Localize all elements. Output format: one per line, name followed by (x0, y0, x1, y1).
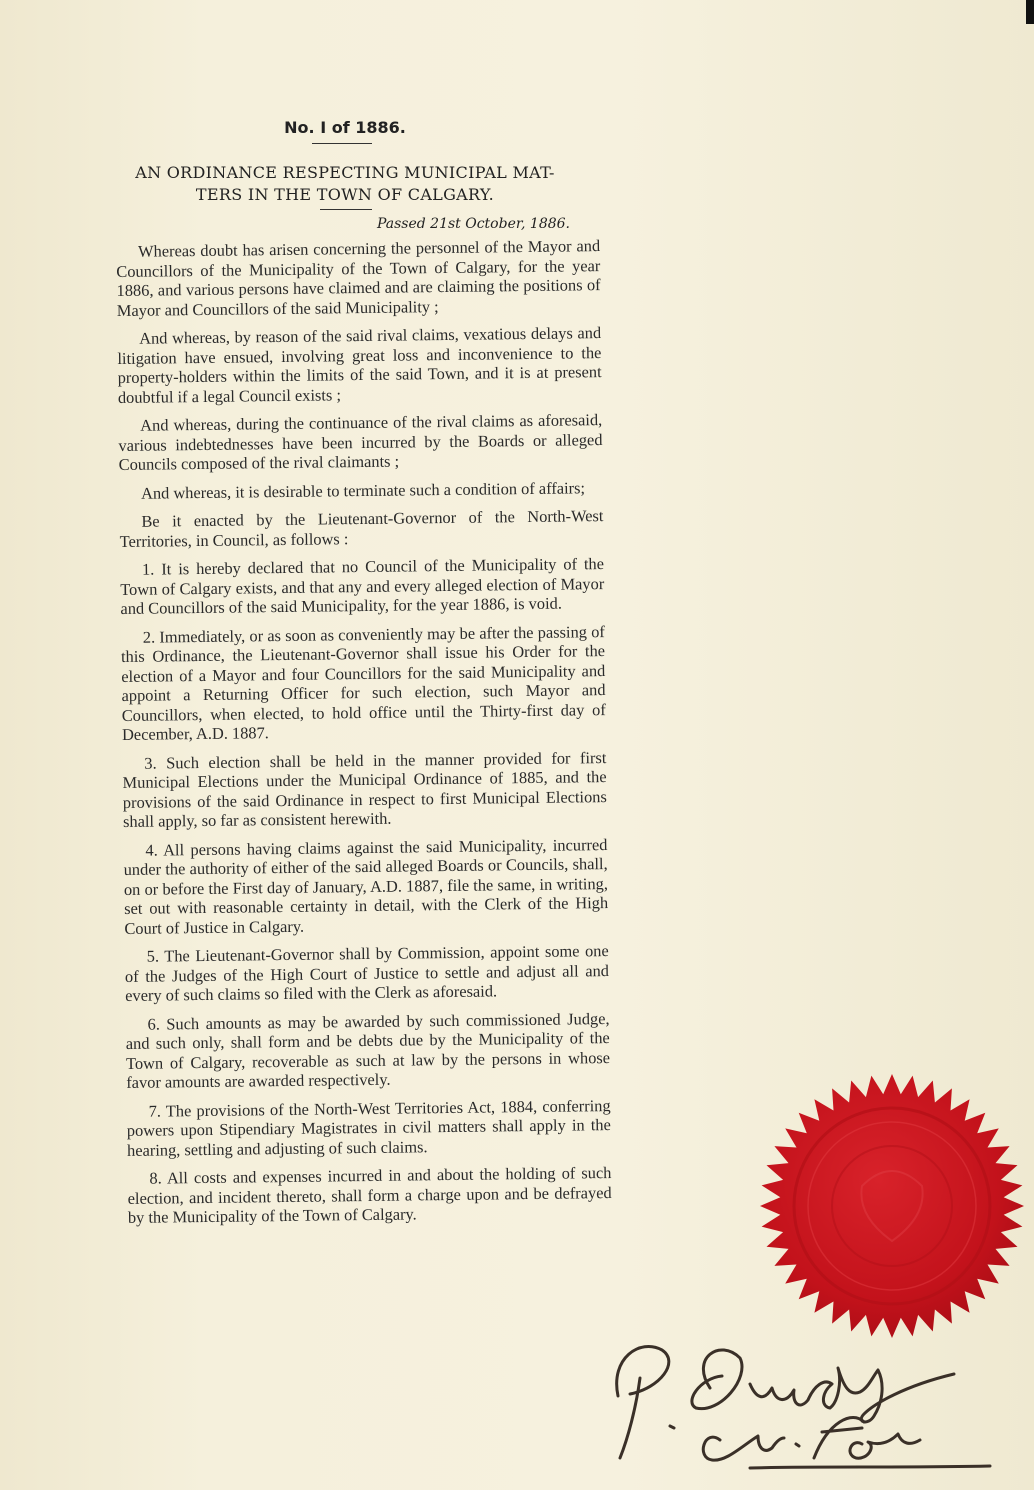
section-3: 3. Such election shall be held in the manner provided for first Municipal Elections under the Municipal Ordinance of 1885, and the provisions of the said Ordinance in respect to first Municipal Elections shall apply, so far as consistent herewith. (122, 747, 607, 831)
title-line-1: AN ORDINANCE RESPECTING MUNICIPAL MAT- (135, 163, 555, 182)
section-1: 1. It is hereby declared that no Council of the Municipality of the Town of Calgary exists, and that any and every alleged election of Mayor and Councillors of the said Municipality, for the year 1886, is void. (120, 554, 605, 618)
ordinance-title (110, 162, 580, 206)
preamble-paragraph: And whereas, during the continuance of the rival claims as aforesaid, various indebtednesses have been incurred by the Boards or alleged Councils composed of the rival claimants ; (118, 410, 603, 474)
red-wax-seal (752, 1056, 1028, 1354)
divider-rule (312, 143, 372, 144)
preamble-paragraph: And whereas, by reason of the said rival claims, vexatious delays and litigation have ensued, involving great loss and inconvenience to the property-holders within the limits of the said Town, and it is at present doubtful if a legal Council exists ; (117, 323, 602, 407)
section-5: 5. The Lieutenant-Governor shall by Commission, appoint some one of the Judges of the High Court of Justice to settle and adjust all and every of such claims so filed with the Clerk as aforesaid. (124, 941, 610, 1005)
section-2: 2. Immediately, or as soon as conveniently may be after the passing of this Ordinance, the Lieutenant-Governor shall issue his Order for the election of a Mayor and four Councillors for the said Municipality and appoint a Returning Officer for such election, such Mayor and Councillors, when elected, to hold office until the Thirty-first day of December, A.D. 1887. (120, 621, 606, 744)
section-4: 4. All persons having claims against the said Municipality, incurred under the authority of either of the said alleged Boards or Councils, shall, on or before the First day of January, A.D. 1887, file the same, in writing, set out with reasonable certainty in detail, with the Clerk of the High Court of Justice in Calgary. (123, 834, 609, 938)
preamble-paragraph: And whereas, it is desirable to terminate such a condition of affairs; (140, 477, 586, 503)
title-line-2: TERS IN THE TOWN OF CALGARY. (195, 185, 495, 204)
section-6: 6. Such amounts as may be awarded by such commissioned Judge, and such only, shall form and be debts due by the Municipality of the Town of Calgary, recoverable as such at law by the persons in whose favor amounts are awarded respectively. (125, 1008, 611, 1092)
enacting-clause: Be it enacted by the Lieutenant-Governor of the North-West Territories, in Council, as follows : (119, 506, 604, 551)
divider-rule (320, 209, 372, 210)
ordinance-body (116, 236, 612, 1236)
section-8: 8. All costs and expenses incurred in and about the holding of such election, and incident thereto, shall form a charge upon and be defrayed by the Municipality of the Town of Calgary. (127, 1163, 612, 1227)
handwritten-signature (600, 1318, 1000, 1488)
scan-edge-mark (1026, 0, 1034, 24)
section-7: 7. The provisions of the North-West Territories Act, 1884, conferring powers upon Stipendiary Magistrates in civil matters shall apply in the hearing, settling and adjusting of such claims. (126, 1095, 611, 1160)
preamble-paragraph: Whereas doubt has arisen concerning the personnel of the Mayor and Councillors of the Municipality of the Town of Calgary, for the year 1886, and various persons have claimed and are claiming the positions of Mayor and Councillors of the said Municipality ; (116, 236, 601, 320)
passed-date: Passed 21st October, 1886. (376, 216, 570, 232)
ordinance-number: No. I of 1886. (284, 118, 406, 137)
